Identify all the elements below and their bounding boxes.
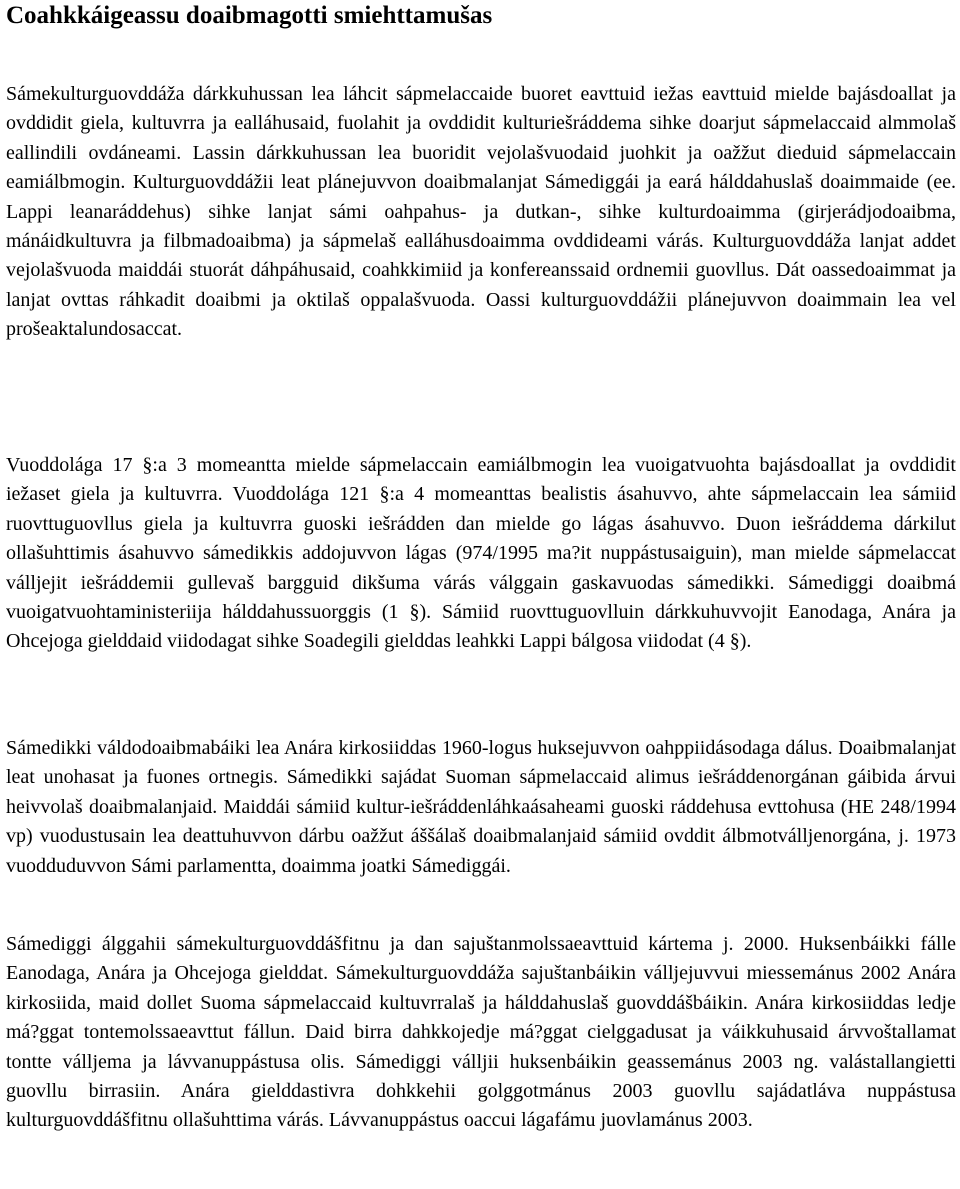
paragraph: Sámediggi álggahii sámekulturguovddášfitnu ja dan sajuštanmolssaeavttuid kártema j. 2000. Huksenbáikki fálle Eanodaga, Anára ja Ohcejoga gielddat. Sámekulturguovddáža sajuštanbáikin válljejuvvui miessemánus 2002 Anára kirkosiida, maid dollet Suoma sápmelaccaid kultuvrralaš ja hálddahuslaš guovddášbáikin. Anára kirkosiiddas ledje má?ggat tontemolssaeavttut fállun. Daid birra dahkkojedje má?ggat cielggadusat ja váikkuhusaid árvvoštallamat tontte válljema ja lávvanuppástusa olis. Sámediggi válljii huksenbáikin geassemánus 2003 ng. valástallangietti guovllu birrasiin. Anára gielddastivra dohkkehii golggotmánus 2003 guovllu sajádatláva nuppástusa kulturguovddášfitnu ollašuhttima várás. Lávvanuppástus oaccui lágafámu juovlamánus 2003. (6, 933, 956, 1132)
paragraph: Sámedikki váldodoaibmabáiki lea Anára kirkosiiddas 1960-logus huksejuvvon oahppiidásodaga dálus. Doaibmalanjat leat unohasat ja fuones ortnegis. Sámedikki sajádat Suoman sápmelaccaid alimus iešráddenorgánan gáibida árvui heivvolaš doaibmalanjaid. Maiddái sámiid kultur-iešráddenláhkaásaheami guoski ráddehusa evttohusa (HE 248/1994 vp) vuodustusain lea deattuhuvvon dárbu oažžut áššálaš doaibmalanjaid sámiid ovddit álbmotválljenorgána, j. 1973 vuodduduvvon Sámi parlamentta, doaimma joatki Sámediggái. (6, 737, 956, 877)
paragraph: Vuoddolága 17 §:a 3 momeantta mielde sápmelaccain eamiálbmogin lea vuoigatvuohta bajásdoallat ja ovddidit iežaset giela ja kultuvrra. Vuoddolága 121 §:a 4 momeanttas bealistis ásahuvvo, ahte sápmelaccain lea sámiid ruovttuguovllus giela ja kultuvrra guoski iešrádden dan mielde go lágas ásahuvvo. Duon iešráddema dárkilut ollašuhttimis ásahuvvo sámedikkis addojuvvon lágas (974/1995 ma?it nuppástusaiguin), man mielde sápmelaccat válljejit iešráddemii gullevaš bargguid dikšuma várás válggain gaskavuodas sámedikki. Sámediggi doaibmá vuoigatvuohtaministeriija hálddahussuorggis (1 §). Sámiid ruovttuguovlluin dárkkuhuvvojit Eanodaga, Anára ja Ohcejoga gielddaid viidodagat sihke Soadegili gielddas leahkki Lappi bálgosa viidodat (4 §). (6, 454, 956, 653)
document-title: Coahkkáigeassu doaibmagotti smiehttamušas (6, 2, 493, 29)
paragraph: Sámekulturguovddáža dárkkuhussan lea láhcit sápmelaccaide buoret eavttuid iežas eavttuid mielde bajásdoallat ja ovddidit giela, kultuvrra ja ealláhusaid, fuolahit ja ovddidit kulturiešráddema sihke doarjut sápmelaccaid almmolaš eallindili ovdáneami. Lassin dárkkuhussan lea buoridit vejolašvuodaid juohkit ja oažžut dieduid sápmelaccain eamiálbmogin. Kulturguovddážii leat plánejuvvon doaibmalanjat Sámediggái ja eará hálddahuslaš doaimmaide (ee. Lappi leanaráddehus) sihke lanjat sámi oahpahus- ja dutkan-, sihke kulturdoaimma (girjerádjodoaibma, mánáidkultuvra ja filbmadoaibma) ja sápmelaš ealláhusdoaimma ovddideami várás. Kulturguovddáža lanjat addet vejolašvuoda maiddái stuorát dáhpáhusaid, coahkkimiid ja konfereanssaid ordnemii guovllus. Dát oassedoaimmat ja lanjat ovttas ráhkadit doaibmi ja oktilaš oppalašvuoda. Oassi kulturguovddážii plánejuvvon doaimmain lea vel prošeaktalundosaccat. (6, 83, 956, 341)
